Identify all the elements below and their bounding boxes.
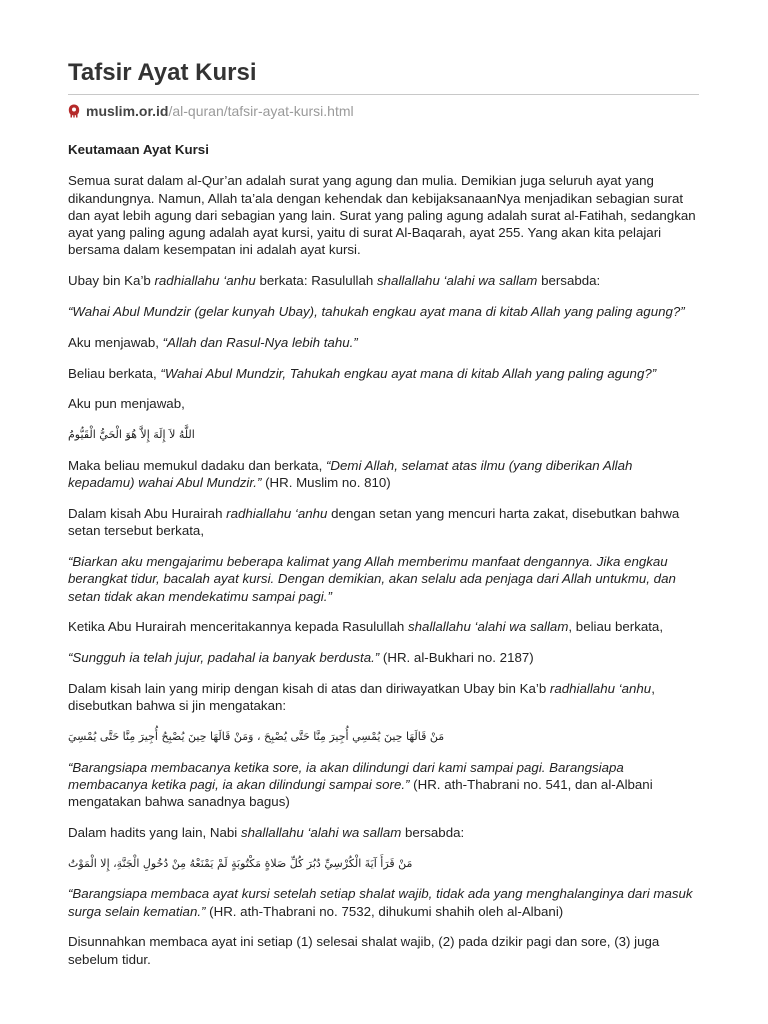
source-link[interactable] <box>68 102 699 120</box>
arabic-text: مَنْ قَرَأَ آيَةَ الْكُرْسِيِّ دُبُرَ كُلِّ صَلاةٍ مَكْتُوبَةٍ لَمْ يَمْنَعْهُ مِنْ دُخُولِ الْجَنَّةِ، إِلا الْمَوْتُ <box>68 856 413 870</box>
article-body <box>68 141 699 968</box>
paragraph: Maka beliau memukul dadaku dan berkata, “Demi Allah, selamat atas ilmu (yang diberikan Allah kepadamu) wahai Abul Mundzir.” (HR. Muslim no. 810) <box>68 457 633 491</box>
paragraph: Aku pun menjawab, <box>68 396 185 412</box>
paragraph: Dalam kisah Abu Hurairah radhiallahu ‘anhu dengan setan yang mencuri harta zakat, disebutkan bahwa setan tersebut berkata, <box>68 505 680 539</box>
site-logo-icon <box>68 104 80 118</box>
quote-paragraph: “Wahai Abul Mundzir (gelar kunyah Ubay), tahukah engkau ayat mana di kitab Allah yang paling agung?” <box>68 304 685 320</box>
paragraph: Semua surat dalam al-Qur’an adalah surat yang agung dan mulia. Demikian juga seluruh ayat yang dikandungnya. Namun, Allah ta’ala dengan kehendak dan kebijaksanaanNya menjadikan sebagian surat dan ayat lebih agung dari sebagian yang lain. Surat yang paling agung adalah surat al-Fatihah, sedangkan ayat yang paling agung adalah ayat kursi, yaitu di surat Al-Baqarah, ayat 255. Yang akan kita pelajari bersama dalam kesempatan ini adalah ayat kursi. <box>68 173 696 258</box>
paragraph: “Barangsiapa membacanya ketika sore, ia akan dilindungi dari kami sampai pagi. Barangsiapa membacanya ketika pagi, ia akan dilindungi sampai sore.” (HR. ath-Thabrani no. 541, dan al-Albani mengatakan bahwa sanadnya bagus) <box>68 759 653 810</box>
source-domain[interactable]: muslim.or.id <box>86 103 169 119</box>
paragraph: “Barangsiapa membaca ayat kursi setelah setiap shalat wajib, tidak ada yang menghalanginya dari masuk surga selain kematian.” (HR. ath-Thabrani no. 7532, dihukumi shahih oleh al-Albani) <box>68 886 693 919</box>
section-heading: Keutamaan Ayat Kursi <box>68 142 209 157</box>
source-path[interactable]: /al-quran/tafsir-ayat-kursi.html <box>168 103 354 119</box>
quote-paragraph: “Biarkan aku mengajarimu beberapa kalimat yang Allah memberimu manfaat dengannya. Jika engkau berangkat tidur, bacalah ayat kursi. Dengan demikian, akan selalu ada penjaga dari Allah untukmu, dan setan tidak akan mendekatimu sampai pagi.” <box>68 553 676 604</box>
paragraph: Ubay bin Ka’b radhiallahu ‘anhu berkata: Rasulullah shallallahu ‘alahi wa sallam bersabda: <box>68 273 601 289</box>
title-divider <box>68 94 699 95</box>
paragraph: Disunnahkan membaca ayat ini setiap (1) selesai shalat wajib, (2) pada dzikir pagi dan sore, (3) juga sebelum tidur. <box>68 934 660 967</box>
paragraph: Dalam kisah lain yang mirip dengan kisah di atas dan diriwayatkan Ubay bin Ka’b radhiallahu ‘anhu, disebutkan bahwa si jin mengatakan: <box>68 680 655 714</box>
paragraph: Aku menjawab, “Allah dan Rasul-Nya lebih tahu.” <box>68 334 358 350</box>
arabic-text: مَنْ قَالَهَا حِينَ يُمْسِي أُجِيرَ مِنَّا حَتَّى يُصْبِحَ ، وَمَنْ قَالَهَا حِينَ يُصْبِحُ أُجِيرَ مِنَّا حَتَّى يُمْسِيَ <box>68 730 445 744</box>
paragraph: Ketika Abu Hurairah menceritakannya kepada Rasulullah shallallahu ‘alahi wa sallam, beliau berkata, <box>68 619 664 635</box>
paragraph: Beliau berkata, “Wahai Abul Mundzir, Tahukah engkau ayat mana di kitab Allah yang paling agung?” <box>68 365 657 381</box>
paragraph: “Sungguh ia telah jujur, padahal ia banyak berdusta.” (HR. al-Bukhari no. 2187) <box>68 650 534 666</box>
arabic-text: اللَّهُ لاَ إِلَهَ إِلاَّ هُوَ الْحَيُّ الْقَيُّومُ <box>68 428 195 442</box>
page-title: Tafsir Ayat Kursi <box>68 59 257 86</box>
paragraph: Dalam hadits yang lain, Nabi shallallahu ‘alahi wa sallam bersabda: <box>68 824 465 840</box>
